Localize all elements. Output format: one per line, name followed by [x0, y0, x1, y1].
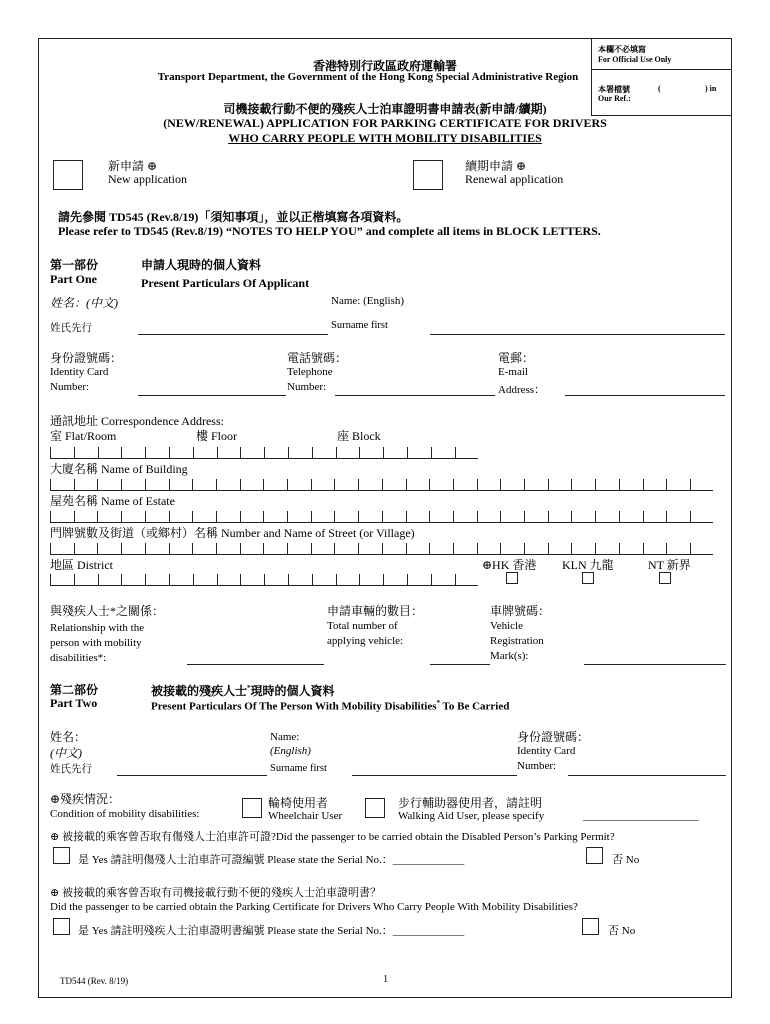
comb-tick — [169, 574, 170, 586]
comb-tick — [429, 543, 430, 555]
comb-tick — [336, 447, 337, 459]
comb-tick — [311, 511, 312, 523]
q1-text: ⊕ 被接載的乘客曾否取有傷殘人士泊車許可證?Did the passenger to be carried obtain the Disabled Person’s Parking Permit? — [50, 831, 615, 843]
comb-tick — [334, 543, 335, 555]
surname-en-label: Surname first — [331, 320, 388, 331]
comb-tick — [666, 479, 667, 491]
our-ref-en: Our Ref.: — [598, 94, 631, 103]
comb-tick — [619, 543, 620, 555]
official-use-zh: 本欄不必填寫 — [598, 45, 646, 54]
building-label: 大廈名稱 Name of Building — [50, 462, 188, 476]
comb-tick — [429, 479, 430, 491]
comb-tick — [97, 511, 98, 523]
comb-tick — [287, 479, 288, 491]
comb-tick — [453, 543, 454, 555]
comb-tick — [74, 447, 75, 459]
flat-label: 室 Flat/Room — [50, 429, 117, 443]
part-one-label-zh: 第一部份 — [50, 258, 99, 272]
relationship-en-label-2: person with mobility — [50, 637, 142, 649]
notes-zh: 請先參閱 TD545 (Rev.8/19)「須知事項」，並以正楷填寫各項資料。 — [58, 210, 409, 224]
q1-yes-checkbox[interactable] — [53, 847, 70, 864]
reg-mark-field[interactable] — [584, 664, 726, 665]
official-use-en: For Official Use Only — [598, 55, 672, 64]
vehicle-count-field[interactable] — [430, 664, 490, 665]
renewal-application-en: Renewal application — [465, 172, 564, 186]
comb-tick — [50, 543, 51, 555]
comb-tick — [50, 479, 51, 491]
comb-tick — [145, 479, 146, 491]
name-zh-field[interactable] — [138, 334, 328, 335]
comb-tick — [429, 511, 430, 523]
p2-name-en-field[interactable] — [352, 775, 517, 776]
p2-name-zh-1: 姓名： — [50, 730, 87, 744]
comb-tick — [690, 511, 691, 523]
comb-tick — [312, 574, 313, 586]
nt-label: NT 新界 — [648, 558, 691, 572]
comb-tick — [169, 511, 170, 523]
comb-tick — [98, 447, 99, 459]
comb-tick — [336, 574, 337, 586]
our-ref-zh: 本署檔號 — [598, 85, 630, 94]
block-label: 座 Block — [337, 429, 381, 443]
part-one-label-en: Part One — [50, 272, 97, 286]
wheelchair-checkbox[interactable] — [242, 798, 262, 818]
comb-tick — [169, 543, 170, 555]
estate-combs[interactable] — [50, 505, 713, 523]
email-zh-label: 電郵： — [498, 351, 535, 365]
comb-tick — [216, 511, 217, 523]
comb-tick — [407, 447, 408, 459]
comb-tick — [287, 543, 288, 555]
comb-tick — [50, 511, 51, 523]
comb-tick — [169, 479, 170, 491]
q1-yes-text: 是 Yes 請註明傷殘人士泊車許可證編號 Please state the Serial No.：_____________ — [78, 854, 465, 866]
comb-tick — [431, 574, 432, 586]
comb-tick — [264, 574, 265, 586]
p2-name-zh-field[interactable] — [117, 775, 267, 776]
new-application-zh: 新申請 ⊕ — [108, 159, 158, 173]
comb-tick — [453, 479, 454, 491]
p2-id-zh: 身份證號碼： — [517, 730, 590, 744]
p2-surname-en: Surname first — [270, 763, 327, 774]
walking-aid-zh: 步行輔助器使用者，請註明 — [398, 796, 543, 810]
comb-tick — [690, 543, 691, 555]
new-application-checkbox[interactable] — [53, 160, 83, 190]
dept-zh: 香港特別行政區政府運輸署 — [312, 59, 457, 73]
comb-tick — [453, 511, 454, 523]
walking-aid-field[interactable]: _____________________ — [583, 810, 699, 822]
street-label: 門牌號數及街道（或鄉村）名稱 Number and Name of Street (or Village) — [50, 526, 415, 540]
kln-checkbox[interactable] — [582, 572, 594, 584]
comb-tick — [358, 511, 359, 523]
tel-en-label-1: Telephone — [287, 366, 333, 378]
comb-tick — [383, 447, 384, 459]
email-en-label-2: Address： — [498, 384, 546, 396]
district-combs[interactable] — [50, 568, 478, 586]
comb-tick — [287, 511, 288, 523]
comb-tick — [263, 479, 264, 491]
p2-name-zh-2: (中文) — [50, 746, 82, 760]
comb-tick — [145, 543, 146, 555]
comb-tick — [643, 511, 644, 523]
title-zh: 司機接載行動不便的殘疾人士泊車證明書申請表(新申請/續期) — [223, 102, 547, 116]
comb-tick — [263, 511, 264, 523]
comb-tick — [382, 479, 383, 491]
kln-label: KLN 九龍 — [562, 558, 614, 572]
comb-tick — [406, 479, 407, 491]
comb-tick — [359, 447, 360, 459]
part-two-label-zh: 第二部份 — [50, 683, 99, 697]
vehicles-en-label-1: Total number of — [327, 620, 398, 632]
relationship-en-label-3: disabilities*: — [50, 652, 107, 664]
p2-id-en-1: Identity Card — [517, 745, 576, 757]
comb-tick — [358, 543, 359, 555]
reg-mark-en-label-2: Registration — [490, 635, 544, 647]
vehicles-en-label-2: applying vehicle: — [327, 635, 404, 647]
street-combs[interactable] — [50, 537, 713, 555]
comb-tick — [500, 543, 501, 555]
q2-no-checkbox[interactable] — [582, 918, 599, 935]
comb-tick — [500, 511, 501, 523]
comb-tick — [74, 574, 75, 586]
comb-tick — [288, 447, 289, 459]
comb-tick — [382, 511, 383, 523]
hk-checkbox[interactable] — [506, 572, 518, 584]
comb-tick — [524, 543, 525, 555]
title-en-line2: WHO CARRY PEOPLE WITH MOBILITY DISABILITIES — [228, 131, 542, 145]
comb-tick — [455, 574, 456, 586]
comb-tick — [74, 479, 75, 491]
comb-tick — [216, 479, 217, 491]
surname-zh-label: 姓氏先行 — [50, 323, 92, 334]
reg-mark-zh-label: 車牌號碼： — [490, 604, 551, 618]
dept-en: Transport Department, the Government of the Hong Kong Special Administrative Region — [157, 71, 579, 83]
name-zh-label: 姓名：(中文) — [50, 296, 118, 310]
name-en-label: Name: (English) — [331, 295, 405, 307]
comb-tick — [145, 447, 146, 459]
form-number: TD544 (Rev. 8/19) — [60, 976, 129, 986]
comb-tick — [240, 479, 241, 491]
comb-tick — [548, 511, 549, 523]
comb-tick — [666, 543, 667, 555]
walking-aid-en: Walking Aid User, please specify — [398, 810, 545, 822]
comb-tick — [50, 447, 51, 459]
comb-tick — [311, 543, 312, 555]
comb-tick — [595, 479, 596, 491]
comb-tick — [548, 479, 549, 491]
q2-no-text: 否 No — [608, 925, 636, 937]
comb-tick — [121, 511, 122, 523]
comb-tick — [524, 479, 525, 491]
comb-tick — [382, 543, 383, 555]
comb-tick — [383, 574, 384, 586]
comb-tick — [50, 574, 51, 586]
p2-id-field[interactable] — [568, 775, 726, 776]
reg-mark-en-label-3: Mark(s): — [490, 650, 529, 662]
condition-en: Condition of mobility disabilities: — [50, 808, 200, 820]
comb-tick — [264, 447, 265, 459]
tel-en-label-2: Number: — [287, 381, 327, 393]
wheelchair-zh: 輪椅使用者 — [268, 796, 329, 810]
estate-label: 屋苑名稱 Name of Estate — [50, 494, 175, 508]
comb-tick — [407, 574, 408, 586]
comb-tick — [477, 543, 478, 555]
comb-tick — [571, 479, 572, 491]
relationship-en-label-1: Relationship with the — [50, 622, 145, 634]
comb-tick — [571, 543, 572, 555]
comb-tick — [643, 543, 644, 555]
part-two-title-en: Present Particulars Of The Person With Mobility Disabilities* To Be Carried — [151, 699, 510, 713]
comb-tick — [619, 511, 620, 523]
comb-tick — [240, 543, 241, 555]
p2-name-en-2: (English) — [270, 745, 311, 757]
p2-name-zh-3: 姓氏先行 — [50, 764, 92, 775]
comb-tick — [192, 511, 193, 523]
renewal-application-checkbox[interactable] — [413, 160, 443, 190]
comb-tick — [288, 574, 289, 586]
building-combs[interactable] — [50, 473, 713, 491]
comb-tick — [406, 511, 407, 523]
comb-tick — [240, 574, 241, 586]
comb-tick — [406, 543, 407, 555]
comb-tick — [74, 543, 75, 555]
comb-tick — [548, 543, 549, 555]
q2-yes-checkbox[interactable] — [53, 918, 70, 935]
comb-tick — [216, 543, 217, 555]
comb-tick — [359, 574, 360, 586]
p2-id-en-2: Number: — [517, 760, 557, 772]
comb-tick — [97, 543, 98, 555]
name-en-field[interactable] — [430, 334, 725, 335]
part-one-title-zh: 申請人現時的個人資料 — [141, 258, 262, 272]
comb-tick — [193, 574, 194, 586]
id-zh-label: 身份證號碼： — [50, 351, 123, 365]
comb-tick — [145, 574, 146, 586]
wheelchair-en: Wheelchair User — [268, 810, 343, 822]
comb-tick — [145, 511, 146, 523]
hk-label: ⊕HK 香港 — [482, 558, 537, 572]
vehicles-zh-label: 申請車輛的數目： — [327, 604, 424, 618]
part-one-title-en: Present Particulars Of Applicant — [141, 276, 310, 290]
comb-tick — [358, 479, 359, 491]
renewal-application-zh: 續期申請 ⊕ — [465, 159, 527, 173]
comb-tick — [97, 479, 98, 491]
comb-tick — [240, 447, 241, 459]
address-label: 通訊地址 Correspondence Address: — [50, 414, 224, 428]
q2-en: Did the passenger to be carried obtain the Parking Certificate for Drivers Who Carry People With Mobility Disabilities? — [50, 901, 578, 913]
our-ref-paren: ( — [658, 84, 661, 93]
district-label: 地區 District — [50, 558, 113, 572]
q1-no-text: 否 No — [612, 854, 640, 866]
our-ref-suffix: ) in — [705, 84, 717, 93]
comb-tick — [74, 511, 75, 523]
new-application-en: New application — [108, 172, 187, 186]
comb-tick — [217, 447, 218, 459]
telephone-field[interactable] — [335, 395, 495, 396]
floor-label: 樓 Floor — [196, 429, 238, 443]
comb-tick — [334, 479, 335, 491]
comb-tick — [312, 447, 313, 459]
tel-zh-label: 電話號碼： — [287, 351, 348, 365]
notes-en: Please refer to TD545 (Rev.8/19) “NOTES TO HELP YOU” and complete all items in BLOCK LETTERS. — [58, 224, 601, 238]
q1-no-checkbox[interactable] — [586, 847, 603, 864]
comb-tick — [571, 511, 572, 523]
q2-zh: ⊕ 被接載的乘客曾否取有司機接載行動不便的殘疾人士泊車證明書？ — [50, 887, 381, 899]
comb-tick — [121, 479, 122, 491]
comb-tick — [169, 447, 170, 459]
comb-tick — [477, 479, 478, 491]
comb-tick — [193, 447, 194, 459]
relationship-field[interactable] — [187, 664, 324, 665]
comb-tick — [431, 447, 432, 459]
comb-tick — [477, 511, 478, 523]
flat-floor-block-combs[interactable] — [50, 441, 478, 459]
comb-tick — [240, 511, 241, 523]
comb-tick — [192, 543, 193, 555]
id-number-field[interactable] — [138, 395, 286, 396]
comb-tick — [690, 479, 691, 491]
part-two-label-en: Part Two — [50, 696, 98, 710]
page-number: 1 — [383, 974, 389, 985]
comb-tick — [121, 447, 122, 459]
nt-checkbox[interactable] — [659, 572, 671, 584]
comb-tick — [334, 511, 335, 523]
comb-tick — [192, 479, 193, 491]
reg-mark-en-label-1: Vehicle — [490, 620, 523, 632]
comb-tick — [311, 479, 312, 491]
comb-tick — [524, 511, 525, 523]
email-field[interactable] — [565, 395, 725, 396]
comb-tick — [455, 447, 456, 459]
comb-tick — [263, 543, 264, 555]
comb-tick — [98, 574, 99, 586]
id-en-label-2: Number: — [50, 381, 90, 393]
comb-tick — [121, 574, 122, 586]
comb-tick — [595, 543, 596, 555]
condition-zh: ⊕殘疾情況： — [50, 792, 121, 806]
walking-aid-checkbox[interactable] — [365, 798, 385, 818]
email-en-label-1: E-mail — [498, 366, 528, 378]
comb-tick — [500, 479, 501, 491]
comb-tick — [217, 574, 218, 586]
relationship-zh-label: 與殘疾人士*之關係： — [50, 604, 165, 618]
comb-tick — [643, 479, 644, 491]
title-en-line1: (NEW/RENEWAL) APPLICATION FOR PARKING CERTIFICATE FOR DRIVERS — [163, 116, 607, 130]
comb-tick — [121, 543, 122, 555]
p2-name-en-1: Name: — [270, 731, 300, 743]
part-two-title-zh: 被接載的殘疾人士*現時的個人資料 — [151, 684, 335, 698]
q2-yes-text: 是 Yes 請註明殘疾人士泊車證明書編號 Please state the Serial No.：_____________ — [78, 925, 465, 937]
comb-tick — [595, 511, 596, 523]
id-en-label-1: Identity Card — [50, 366, 109, 378]
comb-tick — [619, 479, 620, 491]
comb-tick — [666, 511, 667, 523]
